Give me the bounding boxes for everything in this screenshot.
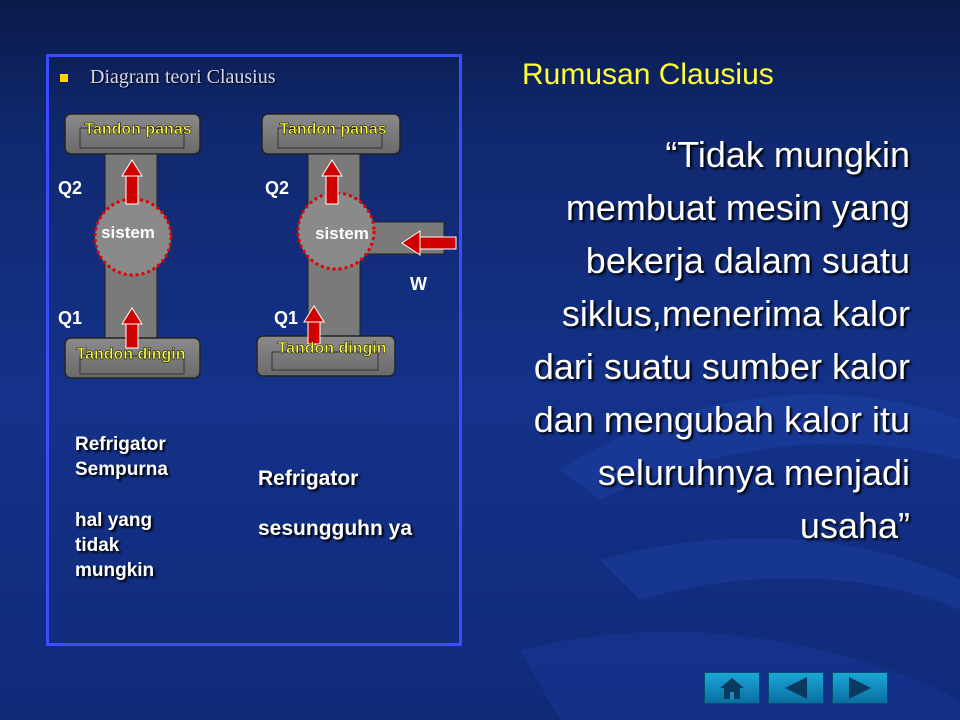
left-hot-label: Tandon panas	[84, 121, 192, 138]
right-caption-2: sesungguhn ya	[258, 517, 413, 540]
right-w-label: W	[410, 274, 427, 294]
right-caption-1: Refrigator	[258, 467, 359, 490]
left-system-label: sistem	[101, 223, 155, 242]
prev-button[interactable]	[768, 672, 824, 704]
home-icon	[705, 673, 759, 703]
left-caption-1: Refrigator Sempurna	[75, 434, 168, 480]
slide-title: Rumusan Clausius	[522, 58, 774, 91]
left-caption-2: hal yang tidak mungkin	[75, 510, 155, 581]
bullet-text: Diagram teori Clausius	[90, 66, 276, 88]
prev-icon	[769, 673, 823, 703]
right-system-label: sistem	[315, 224, 369, 243]
home-button[interactable]	[704, 672, 760, 704]
left-q2-label: Q2	[58, 178, 83, 198]
left-diagram	[58, 114, 200, 378]
right-hot-label: Tandon panas	[279, 121, 387, 138]
left-cold-label: Tandon dingin	[76, 346, 186, 363]
right-q1-label: Q1	[274, 308, 299, 328]
next-button[interactable]	[832, 672, 888, 704]
right-diagram	[257, 114, 456, 376]
right-q2-label: Q2	[265, 178, 290, 198]
right-cold-label: Tandon dingin	[277, 340, 387, 357]
clausius-statement: “Tidak mungkin membuat mesin yang bekerja dalam suatu siklus,menerima kalor dari suatu sumber kalor dan mengubah kalor itu seluruhnya menjadi usaha”	[533, 134, 910, 546]
left-q1-label: Q1	[58, 308, 83, 328]
next-icon	[833, 673, 887, 703]
